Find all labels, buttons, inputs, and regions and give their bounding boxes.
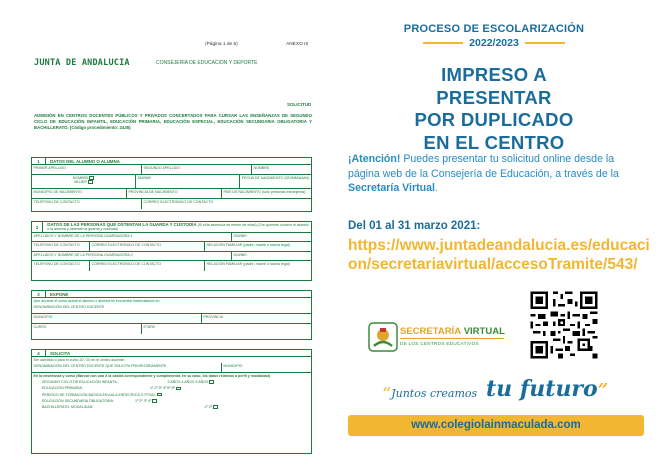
requested-municipality-field[interactable]: MUNICIPIO bbox=[223, 363, 243, 368]
guardian1-name-field[interactable]: APELLIDOS Y NOMBRE DE LA PERSONA GUARDADORA 1 bbox=[32, 233, 232, 241]
female-label: MUJER bbox=[74, 180, 87, 184]
secretaria-virtual-logo bbox=[368, 320, 506, 354]
expone-text: Que durante el curso actual el alumno o alumna se encuentra matriculado/a en: bbox=[33, 298, 161, 303]
annex-label: ANEXO III bbox=[286, 42, 309, 47]
guardian1-email-field[interactable]: CORREO ELECTRÓNICO DE CONTACTO bbox=[90, 242, 205, 251]
guardian2-email-field[interactable]: CORREO ELECTRÓNICO DE CONTACTO bbox=[90, 261, 205, 271]
section-title: SOLICITA bbox=[50, 350, 71, 356]
guardian1-phone-field[interactable]: TELÉFONO DE CONTACTO bbox=[32, 242, 90, 251]
primaria-label: EDUCACIÓN PRIMARIA: bbox=[42, 386, 83, 391]
attention-bold: ¡Atención! bbox=[348, 153, 401, 165]
section-number: 3 bbox=[32, 291, 46, 297]
birth-province-field[interactable]: PROVINCIA DE NACIMIENTO bbox=[127, 189, 222, 198]
slogan-prefix: “Juntos creamos bbox=[382, 384, 478, 405]
student-phone-field[interactable]: TELÉFONO DE CONTACTO bbox=[32, 199, 142, 209]
section-solicita bbox=[31, 349, 312, 454]
female-checkbox[interactable] bbox=[88, 180, 93, 184]
application-url-link[interactable]: https://www.juntadeandalucia.es/educacion/secretariavirtual/accesoTramite/543/ bbox=[348, 237, 650, 273]
eso-checkbox[interactable] bbox=[152, 399, 157, 403]
logo-subtitle: DE LOS CENTROS EDUCATIVOS bbox=[400, 341, 479, 346]
section-guardians bbox=[31, 221, 312, 281]
main-notice-line-1: IMPRESO A bbox=[441, 64, 547, 85]
course-field[interactable]: CURSO bbox=[32, 324, 142, 334]
qr-code-icon[interactable] bbox=[528, 289, 600, 361]
section-note: (Si el/la alumno/a es menor de edad) (Con quienes convive el alumno o la alumna y ostentan la guarda y custodia) bbox=[47, 222, 309, 232]
logo-underline bbox=[400, 338, 504, 339]
primaria-options[interactable]: 1º 2º 3º 4º 5º 6º bbox=[149, 386, 175, 391]
enrolment-instructions: En la enseñanza y curso (Marcar con una X la casilla correspondiente y cumplimentar, en su caso, los datos relativos a perfil y modalidad) bbox=[33, 373, 270, 378]
main-notice-line-4: EN EL CENTRO bbox=[423, 131, 565, 153]
attention-text bbox=[348, 152, 648, 196]
school-website-link[interactable]: www.colegiolainmaculada.com bbox=[348, 415, 644, 436]
eso-label: EDUCACIÓN SECUNDARIA OBLIGATORIA: bbox=[42, 398, 114, 403]
guardian2-phone-field[interactable]: TELÉFONO DE CONTACTO bbox=[32, 261, 90, 271]
bachillerato-label: BACHILLERATO: MODALIDAD: bbox=[42, 404, 94, 409]
section-title: DATOS DE LAS PERSONAS QUE OSTENTAN LA GUARDA Y CUSTODIA bbox=[47, 221, 197, 227]
consejeria-label: CONSEJERÍA DE EDUCACIÓN Y DEPORTE bbox=[156, 60, 258, 66]
secretaria-virtual-link[interactable]: Secretaría Virtual bbox=[348, 182, 435, 194]
form-heading: ADMISIÓN EN CENTROS DOCENTES PÚBLICOS Y PRIVADOS CONCERTADOS PARA CURSAR LAS ENSEÑANZAS DE SEGUNDO CICLO DE EDUCACIÓN INFANTIL, EDUCACIÓN PRIMARIA, EDUCACIÓN ESPECIAL, EDUCACIÓN SECUNDARIA OBLIGATORIA Y BACHILLERATO. (Código procedimiento: 2435) bbox=[34, 113, 312, 130]
eso-options[interactable]: 1º 2º 3º 4º bbox=[134, 398, 152, 403]
infantil-options[interactable]: 3 AÑOS 4 AÑOS 5 AÑOS bbox=[167, 380, 209, 385]
primaria-checkbox[interactable] bbox=[176, 387, 181, 391]
student-dni-field[interactable]: DNI/NIE: bbox=[136, 175, 240, 188]
name-field[interactable]: NOMBRE bbox=[253, 165, 270, 170]
attention-body: Puedes presentar tu solicitud online desde la página web de la Consejería de Educación, a través de la bbox=[348, 153, 619, 180]
main-notice bbox=[330, 64, 658, 154]
infantil-checkbox[interactable] bbox=[209, 380, 214, 384]
main-notice-line-3: POR DUPLICADO bbox=[414, 109, 574, 130]
section-number: 2 bbox=[32, 222, 43, 232]
requested-school-field[interactable]: DENOMINACIÓN DEL CENTRO DOCENTE QUE SOLICITA PRIORITARIAMENTE bbox=[32, 363, 222, 372]
student-email-field[interactable]: CORREO ELECTRÓNICO DE CONTACTO bbox=[143, 199, 214, 204]
guardian2-name-field[interactable]: APELLIDOS Y NOMBRE DE LA PERSONA GUARDADORA 2 bbox=[32, 252, 232, 260]
junta-logo-text: JUNTA DE ANDALUCIA bbox=[34, 58, 130, 68]
main-notice-line-2: PRESENTAR bbox=[436, 86, 552, 108]
solicita-text: Ser admitido o para el curso 20 / 20 en el centro docente: bbox=[33, 357, 125, 362]
school-year: 2022/2023 bbox=[469, 37, 519, 49]
school-municipality-field[interactable]: MUNICIPIO bbox=[32, 314, 202, 323]
male-label: HOMBRE bbox=[72, 175, 89, 180]
fba-checkbox[interactable] bbox=[157, 393, 162, 397]
section-expone bbox=[31, 290, 312, 340]
section-student-data bbox=[31, 157, 312, 212]
current-school-field[interactable]: DENOMINACIÓN DEL CENTRO DOCENTE bbox=[33, 304, 105, 309]
year-row bbox=[330, 37, 658, 49]
page-number: (Página 1 de 5) bbox=[205, 42, 238, 47]
slogan-highlight: tu futuro” bbox=[486, 376, 609, 402]
birth-date-field[interactable]: FECHA DE NACIMIENTO (DD/MM/AAAA) bbox=[241, 175, 310, 180]
infantil-label: SEGUNDO CICLO DE EDUCACIÓN INFANTIL: bbox=[42, 380, 119, 385]
birth-country-field[interactable]: PAÍS DE NACIMIENTO (sólo personas extranjeras) bbox=[223, 189, 306, 194]
guardian1-dni-field[interactable]: DNI/NIE: bbox=[233, 233, 248, 238]
secretaria-virtual-icon bbox=[368, 322, 398, 352]
second-surname-field[interactable]: SEGUNDO APELLIDO bbox=[142, 165, 252, 174]
bachillerato-checkbox[interactable] bbox=[213, 405, 218, 409]
section-number: 4 bbox=[32, 350, 46, 356]
birth-municipality-field[interactable]: MUNICIPIO DE NACIMIENTO bbox=[32, 189, 127, 198]
process-title: PROCESO DE ESCOLARIZACIÓN bbox=[403, 23, 585, 35]
dates-label: Del 01 al 31 marzo 2021: bbox=[348, 220, 481, 232]
section-title: DATOS DEL ALUMNO O ALUMNA bbox=[50, 158, 120, 164]
attention-end: . bbox=[434, 182, 438, 194]
fba-label: PERIODO DE FORMACIÓN BÁSICA EN AULA ESPECÍFICA O PTVAL bbox=[42, 392, 156, 397]
solicitud-label: SOLICITUD bbox=[287, 102, 312, 107]
guardian1-relation-field[interactable]: RELACIÓN FAMILIAR (padre, madre o tutor/a legal) bbox=[206, 242, 290, 247]
divider-right bbox=[525, 42, 565, 43]
section-title: EXPONE bbox=[50, 291, 69, 297]
section-number: 1 bbox=[32, 158, 46, 164]
guardian2-relation-field[interactable]: RELACIÓN FAMILIAR (padre, madre o tutor/a legal) bbox=[206, 261, 290, 266]
logo-text-b: VIRTUAL bbox=[461, 326, 505, 337]
stage-field[interactable]: ETAPA bbox=[143, 324, 155, 329]
bachillerato-options[interactable]: 1º 2º bbox=[204, 404, 213, 409]
logo-text-a: SECRETARÍA bbox=[400, 326, 462, 337]
school-province-field[interactable]: PROVINCIA bbox=[203, 314, 224, 319]
divider-left bbox=[423, 42, 463, 43]
info-panel bbox=[330, 0, 658, 465]
guardian2-dni-field[interactable]: DNI/NIE: bbox=[233, 252, 248, 257]
first-surname-field[interactable]: PRIMER APELLIDO bbox=[32, 165, 142, 174]
